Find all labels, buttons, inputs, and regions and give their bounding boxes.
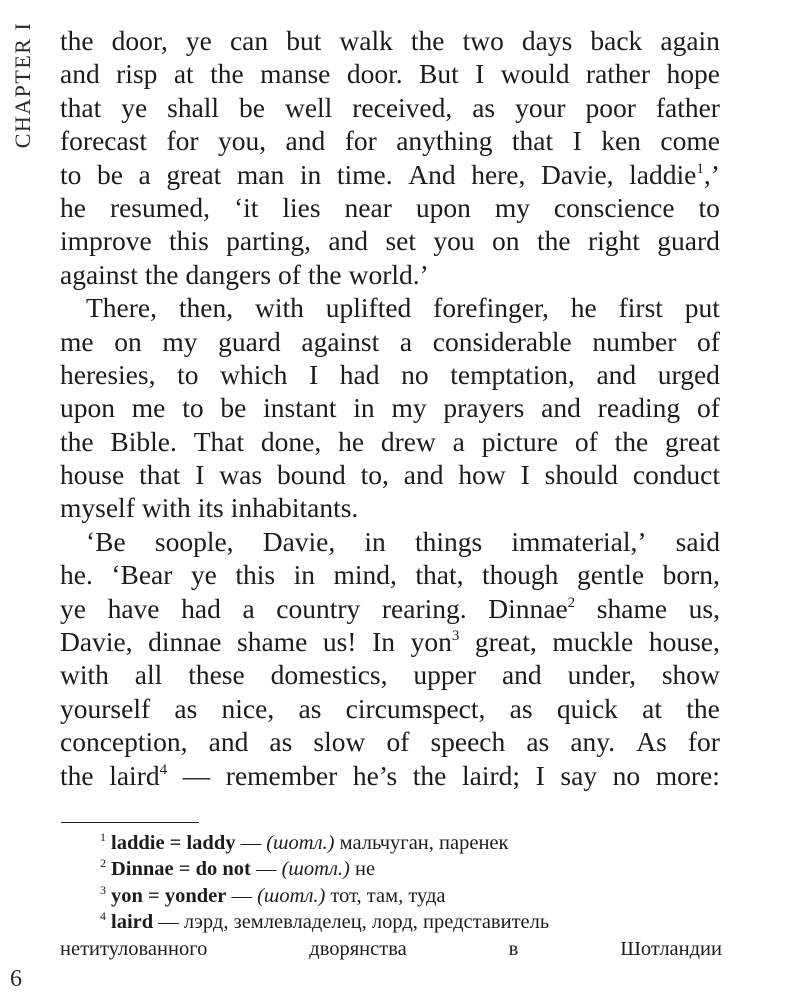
text-line (60, 525, 720, 558)
word: of (574, 425, 598, 457)
text-line (60, 258, 720, 291)
word: guard (218, 325, 281, 357)
word: lies (282, 191, 321, 223)
word: put (684, 292, 720, 324)
text-line (60, 658, 720, 691)
word: uplifted (325, 292, 412, 324)
text-line-with-footnote-2 (60, 592, 720, 625)
word: slow (313, 726, 366, 758)
word: but (286, 25, 322, 56)
word: first (618, 292, 663, 324)
text-line-with-footnote-3 (60, 625, 720, 658)
word: rather (585, 58, 651, 90)
word: remember (225, 759, 338, 791)
word: to (177, 358, 199, 390)
word: you, (217, 125, 267, 157)
word: under, (567, 659, 636, 691)
word: a (242, 592, 255, 624)
word: mind, (333, 559, 397, 591)
word: should (544, 459, 619, 491)
word: the (60, 425, 94, 457)
word: a (452, 425, 465, 457)
word: quick (556, 692, 618, 724)
footnote-term: laird (111, 911, 154, 934)
word: prayers (443, 392, 525, 424)
word: and (328, 225, 369, 257)
word: rearing. (381, 592, 467, 624)
word: to (60, 158, 82, 190)
word: country (276, 592, 361, 624)
word: and (541, 392, 581, 424)
footnote-1: $^1$ laddie = laddy — (шотл.) мальчуган, паренек (100, 830, 509, 854)
word: and (208, 726, 249, 758)
word: had (181, 592, 221, 624)
chapter-label: CHAPTER I (10, 21, 35, 149)
word: great (166, 158, 222, 190)
word: and (596, 358, 637, 390)
word: with (254, 292, 304, 324)
word: in (299, 158, 322, 190)
word: forefinger, (433, 292, 549, 324)
word: temptation, (450, 358, 575, 390)
word: There, (86, 292, 157, 324)
footnote-word: дворянства (309, 937, 407, 960)
word: with (60, 659, 109, 691)
footnote-term: Dinnae = do not (111, 858, 251, 881)
word: here, (471, 158, 526, 190)
word: that (60, 91, 102, 123)
word: upper (413, 659, 477, 691)
word: shame (596, 592, 668, 624)
word: yourself (60, 692, 151, 724)
text-line (60, 57, 720, 90)
running-head (8, 10, 38, 160)
word: father (655, 91, 720, 123)
word: be (239, 91, 265, 123)
text-line (60, 358, 720, 391)
word: shame (237, 626, 308, 658)
word: to, (360, 459, 389, 491)
word: guard (657, 225, 720, 257)
word: considerable (432, 325, 572, 357)
word: hope (666, 58, 720, 90)
word: reading (597, 392, 681, 424)
word: In (372, 626, 395, 658)
word: myself (60, 492, 135, 524)
word: and (285, 125, 326, 157)
word: the (412, 759, 447, 791)
word: door, (111, 25, 168, 56)
word: set (385, 225, 417, 257)
text-line (60, 725, 720, 758)
word: its (197, 492, 224, 524)
footnotes (60, 830, 722, 962)
word: the (686, 692, 720, 724)
word: the (307, 258, 342, 290)
word: shall (167, 91, 220, 123)
word: he’s (352, 759, 398, 791)
word: poor (585, 91, 636, 123)
word: dinnae (148, 626, 222, 658)
word: us! (322, 626, 357, 658)
word: I (572, 125, 582, 157)
word: parting, (226, 225, 311, 257)
word: laddie$^1$,’ (629, 158, 720, 190)
word: he (570, 292, 597, 324)
word: my (494, 191, 530, 223)
word: ye (121, 91, 148, 123)
word: this (235, 559, 276, 591)
word: had (339, 358, 380, 390)
word: Dinnae$^2$ (488, 592, 576, 624)
word: I (520, 459, 530, 491)
text-line-with-footnote-1 (60, 158, 720, 191)
word: I (535, 759, 545, 791)
word: your (515, 91, 566, 123)
word: which (220, 358, 288, 390)
word: these (188, 659, 245, 691)
word: born, (662, 559, 720, 591)
word: any. (570, 726, 616, 758)
word: anything (396, 125, 493, 157)
word: I (475, 58, 485, 90)
footnote-3: $^3$ yon = yonder — (шотл.) тот, там, туда (100, 882, 446, 907)
word: the (536, 225, 571, 257)
word: be (220, 392, 247, 424)
word: in (353, 392, 375, 424)
word: as (174, 692, 198, 724)
word: to (182, 392, 204, 424)
word: upon (60, 392, 115, 424)
word: on (492, 225, 520, 257)
footnote-2: $^2$ Dinnae = do not — (шотл.) не (100, 856, 376, 881)
word: world.’ (348, 258, 429, 290)
text-line-with-footnote-4 (60, 759, 720, 792)
word: that (511, 125, 554, 157)
word: resumed, (109, 191, 210, 223)
word: my (162, 325, 198, 357)
word: forecast (60, 125, 148, 157)
footnote-ref: 4 (159, 761, 168, 778)
word: And (408, 158, 456, 190)
word: number (592, 325, 677, 357)
word: ye (190, 559, 217, 591)
text-line (60, 91, 720, 124)
footnote-separator (61, 822, 199, 823)
word: can (229, 25, 269, 56)
word: ken (601, 125, 641, 157)
text-line (60, 558, 720, 591)
word: said (675, 525, 720, 557)
word: conduct (632, 459, 720, 491)
text-line (60, 224, 720, 257)
word: be (96, 158, 123, 190)
word: for (344, 125, 377, 157)
word: would (500, 58, 570, 90)
word: drew (380, 425, 436, 457)
word: me (131, 392, 166, 424)
footnote-term: yon = yonder (111, 884, 227, 907)
footnote-4: $^4$ laird — лэрд, землевладелец, лорд, представитель (100, 909, 550, 934)
word: ‘Bear (111, 559, 173, 591)
word: urged (657, 358, 720, 390)
word: back (590, 25, 643, 56)
word: door. (346, 58, 403, 90)
word: soople, (154, 525, 234, 557)
word: right (587, 225, 640, 257)
word: picture (481, 425, 559, 457)
word: as (472, 91, 496, 123)
word: well (284, 91, 333, 123)
word: me (60, 325, 94, 357)
word: against (301, 325, 380, 357)
word: I (195, 459, 205, 491)
word: was (219, 459, 263, 491)
text-line (60, 491, 720, 524)
word: at (642, 692, 663, 724)
word: show (661, 659, 720, 691)
word: in (293, 559, 316, 591)
footnote-word: нетитулованного (60, 937, 208, 960)
word: Davie, (540, 158, 614, 190)
footnote-word: Шотландии (620, 937, 722, 960)
word: nice, (221, 692, 275, 724)
word: ye (185, 25, 212, 56)
text-line (60, 391, 720, 424)
word: he (60, 191, 86, 223)
word: Davie, (60, 626, 133, 658)
word: conception, (60, 726, 188, 758)
text-line (60, 425, 720, 458)
word: at (173, 58, 194, 90)
word: for (687, 726, 720, 758)
word: domestics, (270, 659, 388, 691)
text-line (60, 458, 720, 491)
word: things (414, 525, 483, 557)
word: on (114, 325, 142, 357)
word: near (344, 191, 392, 223)
text-line (60, 191, 720, 224)
word: as (298, 692, 322, 724)
footnote-term: laddie = laddy (111, 832, 236, 854)
word: laird; (461, 759, 521, 791)
word: that (139, 459, 181, 491)
word: and (501, 659, 542, 691)
word: a (399, 325, 413, 357)
word: laird$^4$ (109, 759, 168, 791)
word: yon$^3$ (410, 626, 460, 658)
word: that, (415, 559, 464, 591)
word: man (236, 158, 285, 190)
word: the (210, 58, 244, 90)
word: — (182, 759, 211, 791)
word: the (614, 425, 649, 457)
word: though (482, 559, 559, 591)
word: circumspect, (345, 692, 486, 724)
word: upon (415, 191, 471, 223)
text-line (60, 325, 720, 358)
word: bound (276, 459, 346, 491)
word: two (462, 25, 504, 56)
word: great, (474, 626, 537, 658)
word: But (419, 58, 459, 90)
word: That (193, 425, 245, 457)
page-number: 6 (10, 966, 22, 992)
word: walk (339, 25, 393, 56)
word: this (169, 225, 209, 257)
text-line (60, 24, 720, 57)
word: no (401, 358, 429, 390)
word: instant (263, 392, 337, 424)
word: then, (178, 292, 234, 324)
word: he (338, 425, 365, 457)
word: say (560, 759, 598, 791)
word: with (141, 492, 191, 524)
word: as (509, 692, 533, 724)
word: against (60, 258, 138, 290)
footnote-ref: 2 (567, 594, 576, 611)
word: ‘it (233, 191, 259, 223)
word: as (526, 726, 550, 758)
word: time. (336, 158, 393, 190)
word: you (433, 225, 475, 257)
word: the (60, 759, 94, 791)
footnote-ref: 3 (451, 628, 460, 645)
word: the (60, 25, 94, 56)
word: of (386, 726, 410, 758)
body-text (60, 24, 720, 792)
word: Bible. (110, 425, 177, 457)
word: heresies, (60, 358, 156, 390)
word: immaterial,’ (511, 525, 647, 557)
word: ye (60, 592, 86, 624)
word: of (696, 325, 720, 357)
word: have (107, 592, 160, 624)
word: manse (260, 58, 331, 90)
word: and (60, 58, 100, 90)
footnote-4-continuation (60, 936, 722, 962)
word: ‘Be (86, 525, 126, 557)
closing-punctuation: ,’ (703, 158, 720, 190)
word: all (134, 659, 163, 691)
word: of (278, 258, 301, 290)
word: us, (688, 592, 720, 624)
word: he. (60, 559, 93, 591)
word: great (665, 425, 720, 457)
text-line (60, 291, 720, 324)
word: to (698, 191, 720, 223)
word: conscience (553, 191, 675, 223)
word: the (144, 258, 179, 290)
word: in (364, 525, 386, 557)
word: received, (352, 91, 453, 123)
word: dangers (185, 258, 272, 290)
word: gentle (576, 559, 645, 591)
word: more: (655, 759, 720, 791)
word: risp (116, 58, 158, 90)
footnote-word: в (508, 937, 519, 960)
word: my (391, 392, 427, 424)
word: I (308, 358, 319, 390)
word: inhabitants. (230, 492, 359, 524)
word: the (410, 25, 445, 56)
word: house (60, 459, 125, 491)
word: days (521, 25, 573, 56)
word: speech (430, 726, 506, 758)
word: again (660, 25, 720, 56)
word: muckle (552, 626, 634, 658)
word: for (166, 125, 199, 157)
word: a (138, 158, 151, 190)
word: of (696, 392, 720, 424)
word: no (612, 759, 641, 791)
word: and (403, 459, 444, 491)
word: as (269, 726, 293, 758)
word: Davie, (262, 525, 336, 557)
word: done, (260, 425, 322, 457)
text-line (60, 124, 720, 157)
word: how (458, 459, 506, 491)
word: improve (60, 225, 152, 257)
word: come (660, 125, 720, 157)
word: house, (648, 626, 720, 658)
footnote-ref: 1 (696, 160, 704, 177)
word: As (636, 726, 667, 758)
text-line (60, 692, 720, 725)
